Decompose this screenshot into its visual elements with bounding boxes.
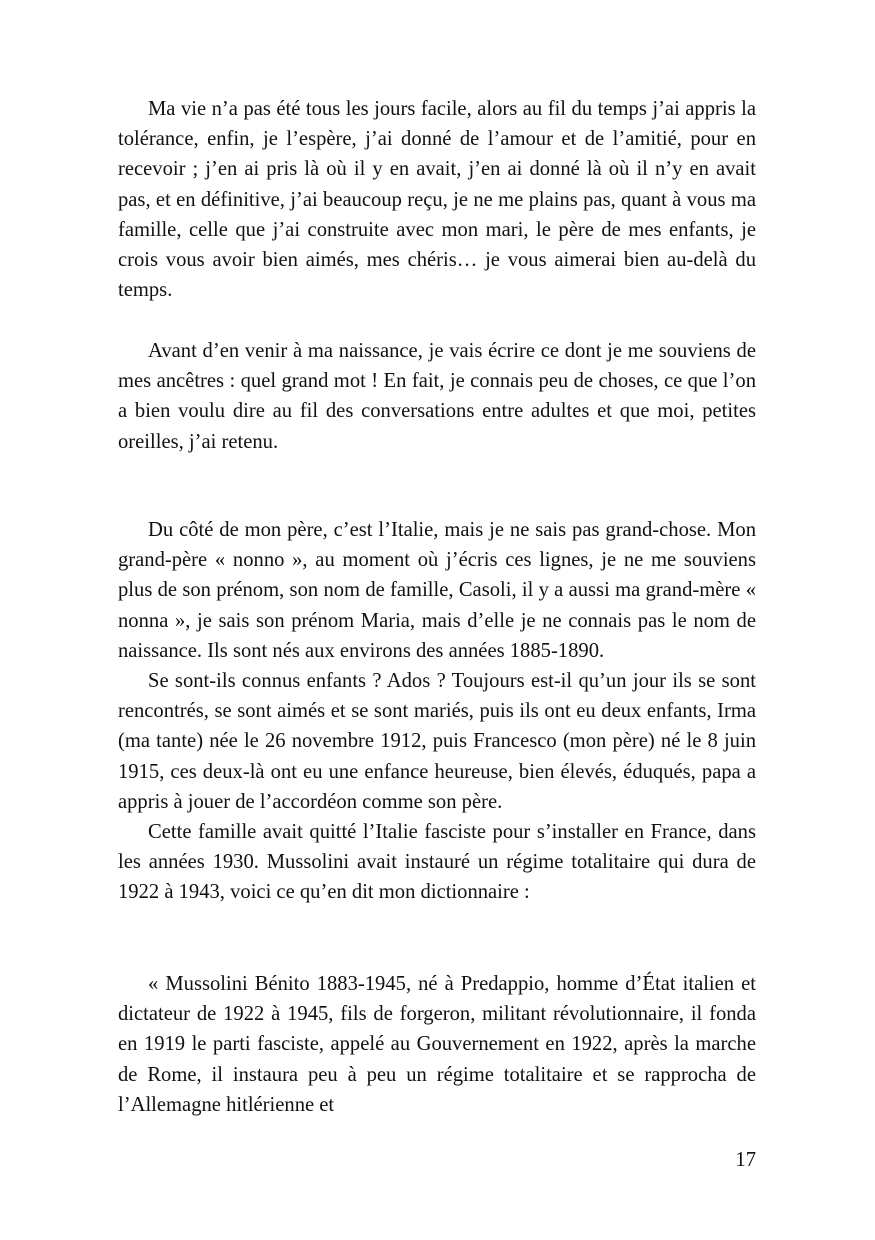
paragraph: « Mussolini Bénito 1883-1945, né à Predappio, homme d’État italien et dictateur de 1922 à 1945, fils de forgeron, militant révolutionnaire, il fonda en 1919 le parti fasciste, appelé au Gouvernement en 1922, après la marche de Rome, il instaura peu à peu un régime totalitaire et se rapprocha de l’Allemagne hitlérienne et bbox=[118, 973, 756, 1116]
text-block-2 bbox=[118, 336, 756, 457]
page-number: 17 bbox=[735, 1149, 756, 1171]
text-block-1 bbox=[118, 94, 756, 305]
text-block-3 bbox=[118, 515, 756, 908]
text-block-4 bbox=[118, 969, 756, 1120]
paragraph: Se sont-ils connus enfants ? Ados ? Toujours est-il qu’un jour ils se sont rencontrés, se sont aimés et se sont mariés, puis ils ont eu deux enfants, Irma (ma tante) née le 26 novembre 1912, puis Francesco (mon père) né le 8 juin 1915, ces deux-là ont eu une enfance heureuse, bien élevés, éduqués, papa a appris à jouer de l’accordéon comme son père. bbox=[118, 670, 756, 813]
paragraph: Avant d’en venir à ma naissance, je vais écrire ce dont je me souviens de mes ancêtres : quel grand mot ! En fait, je connais peu de choses, ce que l’on a bien voulu dire au fil des conversations entre adultes et que moi, petites oreilles, j’ai retenu. bbox=[118, 340, 756, 453]
paragraph: Cette famille avait quitté l’Italie fasciste pour s’installer en France, dans les années 1930. Mussolini avait instauré un régime totalitaire qui dura de 1922 à 1943, voici ce qu’en dit mon dictionnaire : bbox=[118, 821, 756, 904]
paragraph: Du côté de mon père, c’est l’Italie, mais je ne sais pas grand-chose. Mon grand-père « nonno », au moment où j’écris ces lignes, je ne me souviens plus de son prénom, son nom de famille, Casoli, il y a aussi ma grand-mère « nonna », je sais son prénom Maria, mais d’elle je ne connais pas le nom de naissance. Ils sont nés aux environs des années 1885-1890. bbox=[118, 519, 756, 662]
paragraph: Ma vie n’a pas été tous les jours facile, alors au fil du temps j’ai appris la tolérance, enfin, je l’espère, j’ai donné de l’amour et de l’amitié, pour en recevoir ; j’en ai pris là où il y en avait, j’en ai donné là où il n’y en avait pas, et en définitive, j’ai beaucoup reçu, je ne me plains pas, quant à vous ma famille, celle que j’ai construite avec mon mari, le père de mes enfants, je crois vous avoir bien aimés, mes chéris… je vous aimerai bien au-delà du temps. bbox=[118, 98, 756, 302]
